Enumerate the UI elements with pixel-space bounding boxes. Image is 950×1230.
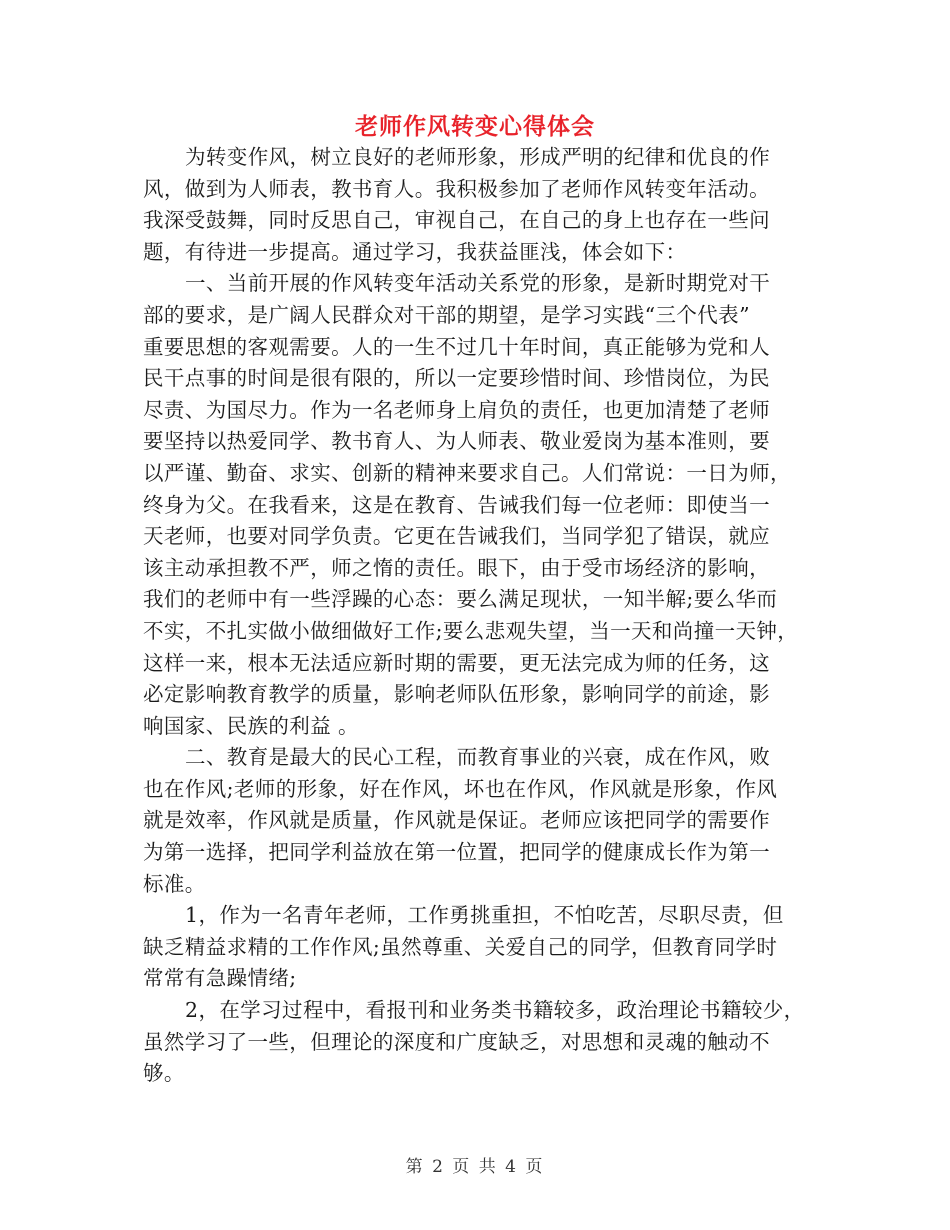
text-line: 我们的老师中有一些浮躁的心态：要么满足现状，一知半解;要么华而 (143, 587, 778, 612)
text-line: 重要思想的客观需要。人的一生不过几十年时间，真正能够为党和人 (143, 334, 770, 359)
text-line: 2，在学习过程中，看报刊和业务类书籍较多，政治理论书籍较少， (185, 998, 805, 1023)
page-footer: 第 2 页 共 4 页 (405, 1157, 545, 1177)
text-line: 为转变作风，树立良好的老师形象，形成严明的纪律和优良的作 (185, 145, 771, 169)
text-line: 不实，不扎实做小做细做好工作;要么悲观失望，当一天和尚撞一天钟， (143, 618, 799, 643)
text-line: 以严谨、勤奋、求实、创新的精神来要求自己。人们常说：一日为师， (143, 460, 791, 485)
text-line: 1，作为一名青年老师，工作勇挑重担，不怕吃苦，尽职尽责，但 (185, 903, 784, 928)
text-line: 为第一选择，把同学利益放在第一位置，把同学的健康成长作为第一 (143, 840, 770, 865)
text-line: 终身为父。在我看来，这是在教育、告诫我们每一位老师：即使当一 (143, 492, 770, 517)
text-line: 题，有待进一步提高。通过学习，我获益匪浅，体会如下： (143, 239, 687, 264)
text-line: 够。 (143, 1061, 185, 1086)
text-line: 要坚持以热爱同学、教书育人、为人师表、敬业爱岗为基本准则，要 (143, 429, 770, 454)
text-line: 部的要求，是广阔人民群众对干部的期望，是学习实践“三个代表” (143, 302, 750, 327)
text-line: 必定影响教育教学的质量，影响老师队伍形象，影响同学的前途，影 (143, 682, 770, 707)
text-line: 常常有急躁情绪; (143, 966, 297, 991)
text-line: 民干点事的时间是很有限的，所以一定要珍惜时间、珍惜岗位，为民 (143, 366, 770, 391)
text-line: 二、教育是最大的民心工程，而教育事业的兴衰，成在作风，败 (185, 745, 771, 770)
text-line: 天老师，也要对同学负责。它更在告诫我们，当同学犯了错误，就应 (143, 524, 770, 549)
text-line: 就是效率，作风就是质量，作风就是保证。老师应该把同学的需要作 (143, 808, 770, 833)
text-line: 响国家、民族的利益 。 (143, 713, 359, 738)
text-line: 一、当前开展的作风转变年活动关系党的形象，是新时期党对干 (185, 271, 771, 296)
text-line: 标准。 (143, 871, 206, 896)
text-line: 该主动承担教不严，师之惰的责任。眼下，由于受市场经济的影响， (143, 555, 770, 580)
text-line: 虽然学习了一些，但理论的深度和广度缺乏，对思想和灵魂的触动不 (143, 1029, 770, 1054)
text-line: 这样一来，根本无法适应新时期的需要，更无法完成为师的任务，这 (143, 650, 770, 675)
text-line: 也在作风;老师的形象，好在作风，坏也在作风，作风就是形象，作风 (143, 776, 778, 801)
text-line: 缺乏精益求精的工作作风;虽然尊重、关爱自己的同学，但教育同学时 (143, 934, 778, 959)
document-body (143, 142, 815, 1090)
text-line: 尽责、为国尽力。作为一名老师身上肩负的责任，也更加清楚了老师 (143, 397, 770, 422)
text-line: 风，做到为人师表，教书育人。我积极参加了老师作风转变年活动。 (143, 176, 770, 201)
text-line: 我深受鼓舞，同时反思自己，审视自己，在自己的身上也存在一些问 (143, 208, 770, 233)
document-title: 老师作风转变心得体会 (355, 113, 595, 140)
